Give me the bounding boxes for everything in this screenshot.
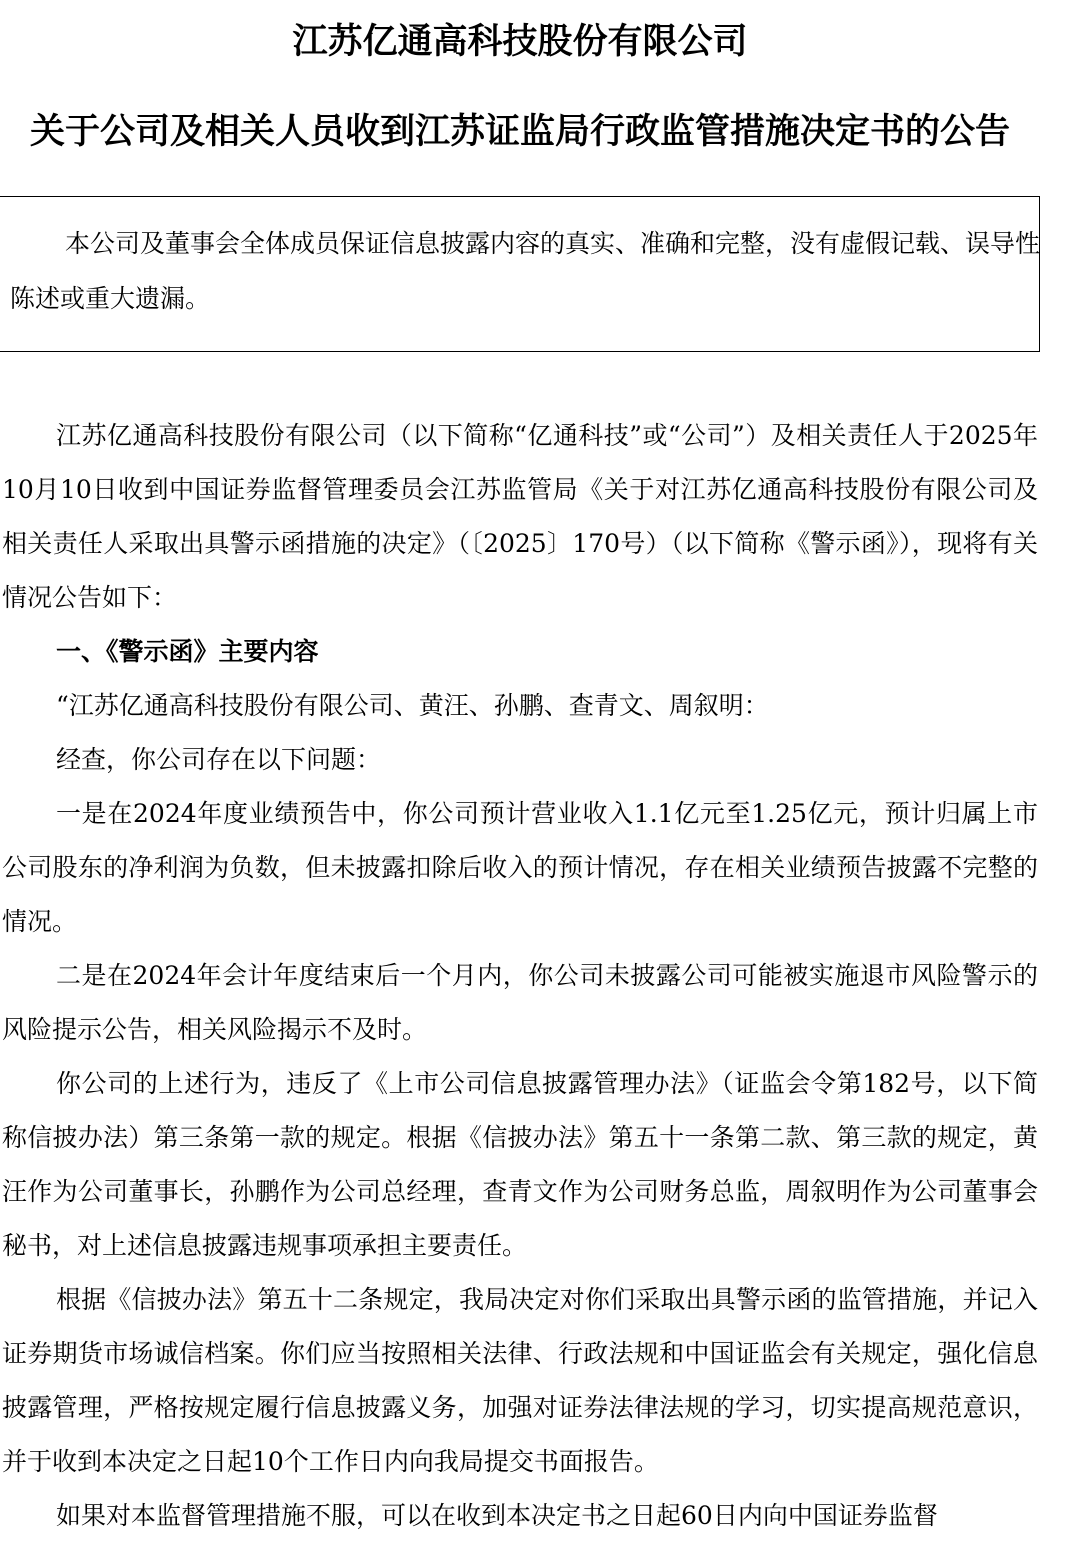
findings-intro: 经查，你公司存在以下问题： [56, 745, 382, 774]
issue-one-paragraph: 一是在2024年度业绩预告中，你公司预计营业收入1.1亿元至1.25亿元，预计归属上市公司股东的净利润为负数，但未披露扣除后收入的预计情况，存在相关业绩预告披露不完整的情况。 [2, 799, 1038, 936]
intro-paragraph: 江苏亿通高科技股份有限公司（以下简称“亿通科技”或“公司”）及相关责任人于2025年10月10日收到中国证券监督管理委员会江苏监管局《关于对江苏亿通高科技股份有限公司及相关责任人采取出具警示函措施的决定》（〔2025〕170号）（以下简称《警示函》），现将有关情况公告如下： [2, 421, 1038, 612]
issue-two-paragraph: 二是在2024年会计年度结束后一个月内，你公司未披露公司可能被实施退市风险警示的风险提示公告，相关风险揭示不及时。 [2, 961, 1038, 1044]
company-name: 江苏亿通高科技股份有限公司 [292, 21, 748, 62]
decision-paragraph: 根据《信披办法》第五十二条规定，我局决定对你们采取出具警示函的监管措施，并记入证券期货市场诚信档案。你们应当按照相关法律、行政法规和中国证监会有关规定，强化信息披露管理，严格按规定履行信息披露义务，加强对证券法律法规的学习，切实提高规范意识，并于收到本决定之日起10个工作日内向我局提交书面报告。 [2, 1285, 1038, 1476]
violation-paragraph: 你公司的上述行为，违反了《上市公司信息披露管理办法》（证监会令第182号，以下简称信披办法）第三条第一款的规定。根据《信披办法》第五十一条第二款、第三款的规定，黄汪作为公司董事长，孙鹏作为公司总经理，查青文作为公司财务总监，周叙明作为公司董事会秘书，对上述信息披露违规事项承担主要责任。 [2, 1069, 1038, 1260]
announcement-body [2, 409, 1038, 1543]
declaration-text: 本公司及董事会全体成员保证信息披露内容的真实、准确和完整，没有虚假记载、误导性陈述或重大遗漏。 [10, 229, 1041, 313]
section-heading: 一、《警示函》主要内容 [56, 637, 319, 666]
announcement-title: 关于公司及相关人员收到江苏证监局行政监管措施决定书的公告 [29, 111, 1010, 152]
addressees-paragraph: “江苏亿通高科技股份有限公司、黄汪、孙鹏、查青文、周叙明： [56, 691, 769, 720]
appeal-paragraph: 如果对本监督管理措施不服，可以在收到本决定书之日起60日内向中国证券监督 [56, 1501, 938, 1530]
